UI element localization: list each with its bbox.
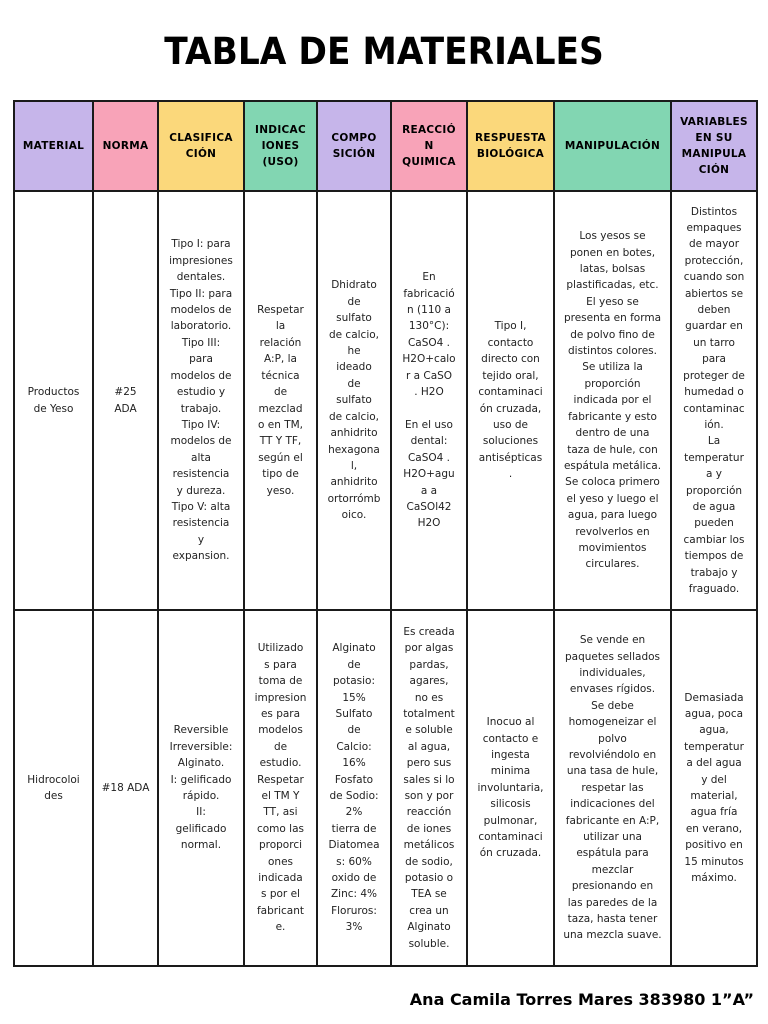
header-row bbox=[14, 101, 757, 191]
cell-composicion: Alginato de potasio: 15% Sulfato de Calcio: 16% Fosfato de Sodio: 2% tierra de Diatomea s: 60% oxido de Zinc: 4% Floruros: 3% bbox=[317, 610, 391, 966]
header-respuesta: RESPUESTA BIOLÓGICA bbox=[467, 101, 554, 191]
cell-clasificacion: Reversible Irreversible: Alginato. I: gelificado rápido. II: gelificado normal. bbox=[158, 610, 244, 966]
page-title: TABLA DE MATERIALES bbox=[164, 30, 604, 73]
header-norma: NORMA bbox=[93, 101, 158, 191]
header-indicaciones: INDICAC IONES (USO) bbox=[244, 101, 317, 191]
header-clasificacion: CLASIFICA CIÓN bbox=[158, 101, 244, 191]
cell-norma: #25 ADA bbox=[93, 191, 158, 610]
cell-composicion: Dhidrato de sulfato de calcio, he ideado de sulfato de calcio, anhidrito hexagona l, anhidrito ortorrómb oico. bbox=[317, 191, 391, 610]
header-material: MATERIAL bbox=[14, 101, 93, 191]
header-reaccion: REACCIÓ N QUIMICA bbox=[391, 101, 467, 191]
header-manipulacion: MANIPULACIÓN bbox=[554, 101, 671, 191]
cell-variables: Distintos empaques de mayor protección, cuando son abiertos se deben guardar en un tarro para proteger de humedad o contaminac ión. La temperatur a y proporción de agua pueden cambiar los tiempos de trabajo y fraguado. bbox=[671, 191, 757, 610]
cell-respuesta: Tipo I, contacto directo con tejido oral, contaminaci ón cruzada, uso de soluciones antisépticas . bbox=[467, 191, 554, 610]
table-row bbox=[14, 191, 757, 610]
table-row bbox=[14, 610, 757, 966]
cell-indicaciones: Respetar la relación A:P, la técnica de mezclad o en TM, TT Y TF, según el tipo de yeso. bbox=[244, 191, 317, 610]
cell-manipulacion: Los yesos se ponen en botes, latas, bolsas plastificadas, etc. El yeso se presenta en forma de polvo fino de distintos colores. Se utiliza la proporción indicada por el fabricante y esto dentro de una taza de hule, con espátula metálica. Se coloca primero el yeso y luego el agua, para luego revolverlos en movimientos circulares. bbox=[554, 191, 671, 610]
cell-clasificacion: Tipo I: para impresiones dentales. Tipo II: para modelos de laboratorio. Tipo III: para modelos de estudio y trabajo. Tipo IV: modelos de alta resistencia y dureza. Tipo V: alta resistencia y expansion. bbox=[158, 191, 244, 610]
author-footer: Ana Camila Torres Mares 383980 1”A” bbox=[409, 990, 754, 1009]
cell-norma: #18 ADA bbox=[93, 610, 158, 966]
cell-respuesta: Inocuo al contacto e ingesta minima involuntaria, silicosis pulmonar, contaminaci ón cruzada. bbox=[467, 610, 554, 966]
cell-indicaciones: Utilizado s para toma de impresion es para modelos de estudio. Respetar el TM Y TT, asi como las proporci ones indicada s por el fabricant e. bbox=[244, 610, 317, 966]
header-variables: VARIABLES EN SU MANIPULA CIÓN bbox=[671, 101, 757, 191]
cell-variables: Demasiada agua, poca agua, temperatur a del agua y del material, agua fría en verano, positivo en 15 minutos máximo. bbox=[671, 610, 757, 966]
cell-manipulacion: Se vende en paquetes sellados individuales, envases rígidos. Se debe homogeneizar el polvo revolviéndolo en una tasa de hule, respetar las indicaciones del fabricante en A:P, utilizar una espátula para mezclar presionando en las paredes de la taza, hasta tener una mezcla suave. bbox=[554, 610, 671, 966]
cell-material: Productos de Yeso bbox=[14, 191, 93, 610]
header-composicion: COMPO SICIÓN bbox=[317, 101, 391, 191]
cell-reaccion: Es creada por algas pardas, agares, no es totalment e soluble al agua, pero sus sales si lo son y por reacción de iones metálicos de sodio, potasio o TEA se crea un Alginato soluble. bbox=[391, 610, 467, 966]
cell-material: Hidrocoloi des bbox=[14, 610, 93, 966]
cell-reaccion: En fabricació n (110 a 130°C): CaSO4 . H2O+calo r a CaSO . H2O En el uso dental: CaSO4 . H2O+agu a a CaSOl42 H2O bbox=[391, 191, 467, 610]
materials-table bbox=[13, 100, 758, 967]
